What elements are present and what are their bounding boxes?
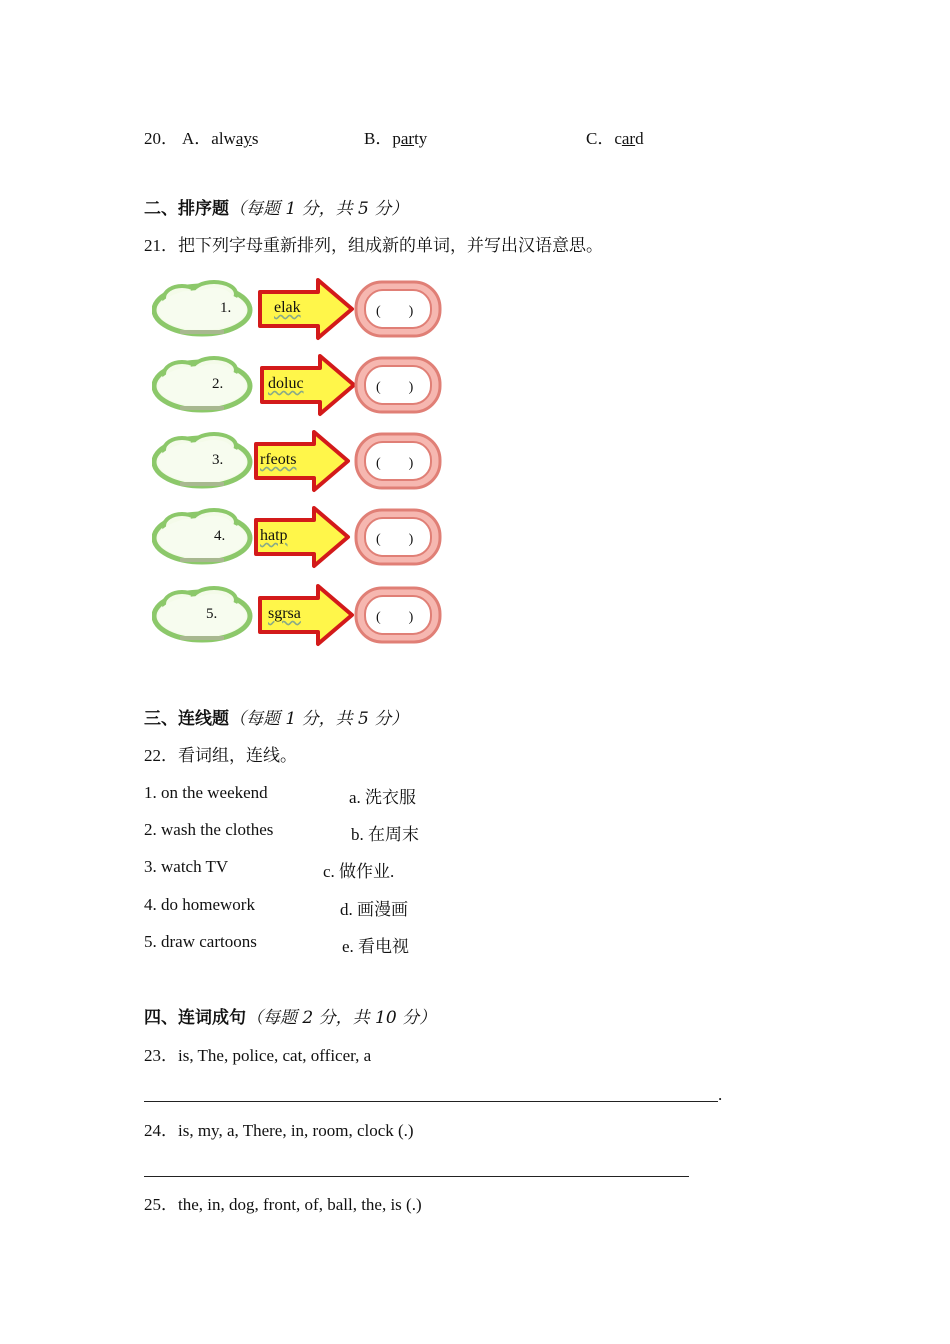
- q21-prompt: 21．把下列字母重新排列，组成新的单词，并写出汉语意思。: [144, 236, 603, 255]
- scrambled-word: doluc: [268, 375, 304, 392]
- puzzle-number: 5.: [206, 606, 218, 622]
- q23-end-period: .: [718, 1085, 723, 1104]
- answer-bracket[interactable]: ( ): [376, 456, 414, 471]
- option-b-text-pre: p: [392, 129, 401, 148]
- section3-heading: [144, 708, 408, 730]
- scrambled-word: rfeots: [260, 451, 297, 468]
- q24-answer-line[interactable]: [144, 1176, 689, 1177]
- q20-option-a: [182, 124, 259, 149]
- q22-prompt: 22．看词组，连线。: [144, 746, 297, 765]
- section4-heading: [144, 1007, 436, 1029]
- match-left-5: 5. draw cartoons: [144, 932, 257, 951]
- match-right-c: c. 做作业.: [323, 862, 395, 881]
- cloud-icon: [154, 358, 250, 410]
- option-b-text-post: ty: [414, 129, 428, 148]
- option-b-label: B．: [364, 129, 393, 148]
- section4-title: 四、连词成句: [144, 1008, 246, 1028]
- option-c-text-pre: c: [614, 129, 622, 148]
- q20-number: 20．: [144, 129, 178, 148]
- option-b-underlined: ar: [400, 129, 415, 148]
- section2-heading: [144, 198, 408, 220]
- section2-points: （每题 1 分，共 5 分）: [229, 199, 409, 219]
- option-a-underlined: ay: [235, 129, 252, 148]
- puzzle-row: [152, 352, 452, 418]
- option-a-text-pre: alw: [211, 129, 236, 148]
- scrambled-word: hatp: [260, 527, 288, 544]
- answer-bracket[interactable]: ( ): [376, 610, 414, 625]
- q20-option-b: [364, 124, 427, 149]
- puzzle-number: 2.: [212, 376, 224, 392]
- q24-prompt: 24．is, my, a, There, in, room, clock (.): [144, 1121, 414, 1140]
- section2-title: 二、排序题: [144, 199, 229, 219]
- puzzle-number: 3.: [212, 452, 224, 468]
- section3-title: 三、连线题: [144, 709, 229, 729]
- option-a-label: A．: [182, 129, 212, 148]
- cloud-icon: [154, 510, 250, 562]
- option-a-text-post: s: [251, 129, 259, 148]
- match-left-3: 3. watch TV: [144, 857, 229, 876]
- q23-answer-line[interactable]: [144, 1101, 718, 1102]
- section3-points: （每题 1 分，共 5 分）: [229, 709, 409, 729]
- cloud-icon: [154, 588, 250, 640]
- option-c-underlined: ar: [621, 129, 636, 148]
- match-left-4: 4. do homework: [144, 895, 255, 914]
- puzzle-row: [152, 582, 452, 648]
- puzzle-row: [152, 428, 452, 494]
- match-right-e: e. 看电视: [342, 937, 410, 956]
- option-c-text-post: d: [635, 129, 644, 148]
- q25-prompt: 25．the, in, dog, front, of, ball, the, is (.): [144, 1195, 422, 1214]
- puzzle-number: 4.: [214, 528, 226, 544]
- answer-bracket[interactable]: ( ): [376, 532, 414, 547]
- section4-points: （每题 2 分，共 10 分）: [246, 1008, 437, 1028]
- q23-prompt: 23．is, The, police, cat, officer, a: [144, 1046, 372, 1065]
- match-right-d: d. 画漫画: [340, 900, 408, 919]
- puzzle-row: [152, 504, 452, 570]
- match-right-b: b. 在周末: [351, 825, 419, 844]
- q20-option-c: [586, 124, 644, 149]
- puzzle-number: 1.: [220, 300, 232, 316]
- answer-bracket[interactable]: ( ): [376, 380, 414, 395]
- cloud-icon: [154, 282, 250, 334]
- scrambled-word: elak: [274, 299, 301, 316]
- scrambled-word: sgrsa: [268, 605, 301, 622]
- match-left-1: 1. on the weekend: [144, 783, 268, 802]
- option-c-label: C．: [586, 129, 615, 148]
- puzzle-row: [152, 276, 452, 342]
- cloud-icon: [154, 434, 250, 486]
- answer-bracket[interactable]: ( ): [376, 304, 414, 319]
- match-right-a: a. 洗衣服: [349, 788, 417, 807]
- match-left-2: 2. wash the clothes: [144, 820, 274, 839]
